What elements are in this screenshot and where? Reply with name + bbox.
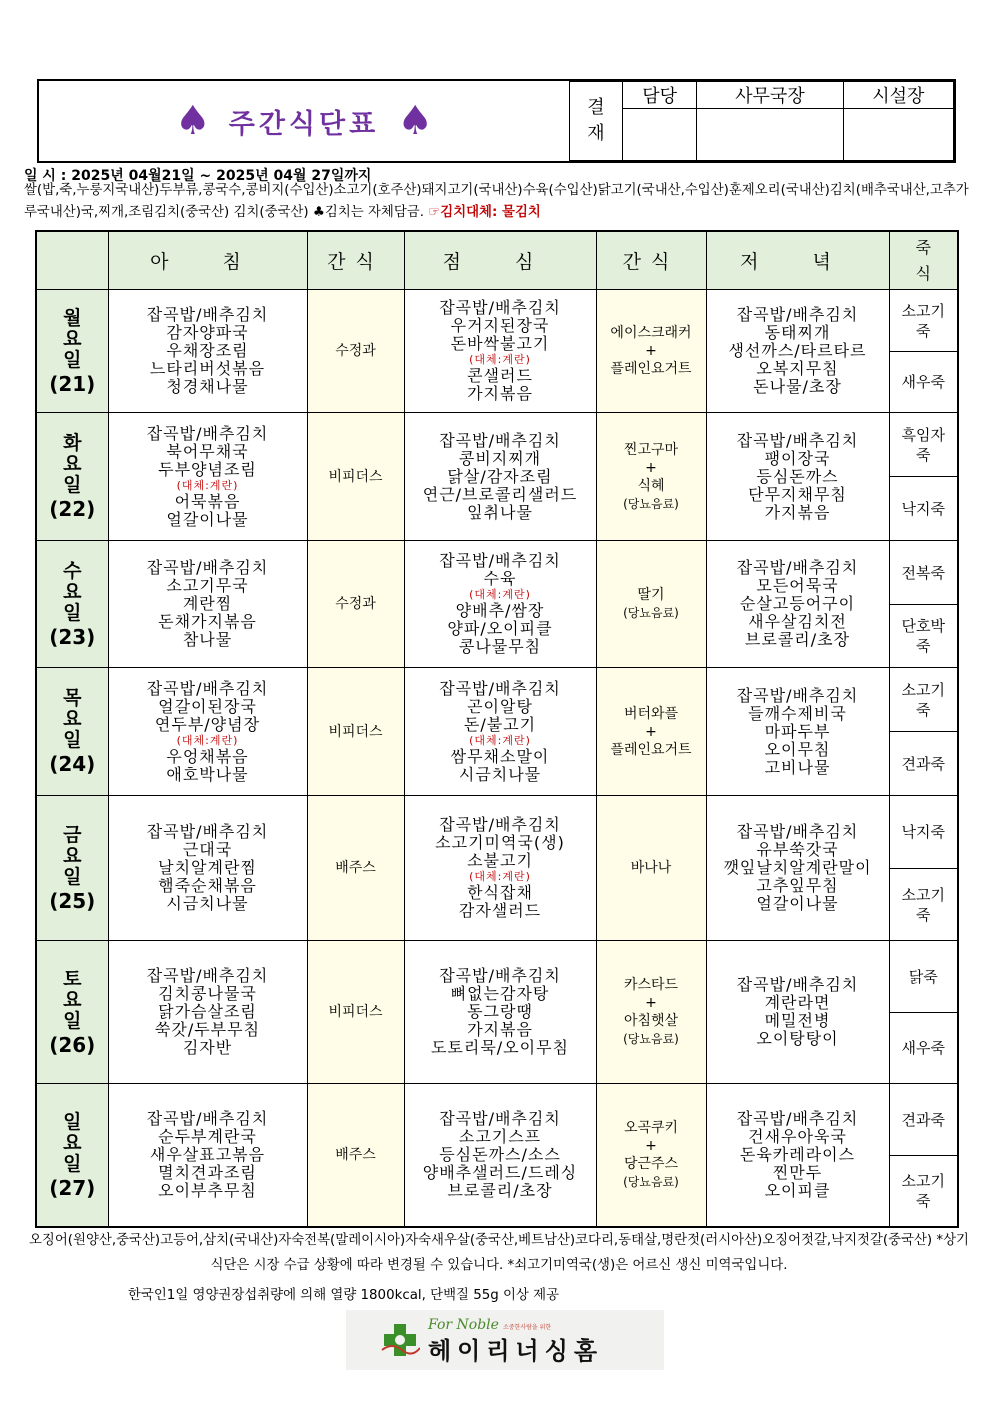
porridge-cell bbox=[889, 1084, 958, 1156]
day-label bbox=[36, 796, 108, 941]
snack1-cell: 배주스 bbox=[307, 1084, 404, 1228]
day-number: (25) bbox=[49, 888, 96, 913]
approval-label: 결재 bbox=[570, 82, 623, 161]
menu-item: 우채장조림 bbox=[166, 341, 249, 360]
menu-item: 오곡쿠키 bbox=[623, 1120, 679, 1136]
menu-item: 잡곡밥/배추김치 bbox=[146, 305, 269, 324]
porridge-item: 낙지죽 bbox=[901, 823, 945, 841]
menu-item: 등심돈까스/소스 bbox=[439, 1145, 561, 1164]
porridge-item: 소고기죽 bbox=[901, 680, 945, 719]
porridge-item: 닭죽 bbox=[908, 967, 938, 986]
table-row bbox=[36, 668, 958, 732]
approver-manager: 담당 bbox=[623, 82, 697, 109]
breakfast-cell bbox=[108, 413, 307, 541]
menu-item: (당뇨음료) bbox=[623, 1032, 679, 1046]
menu-item: 돈나물/초장 bbox=[753, 377, 842, 396]
lunch-cell bbox=[404, 413, 596, 541]
menu-item: 순두부계란국 bbox=[158, 1127, 257, 1146]
menu-item: 가지볶음 bbox=[467, 384, 533, 403]
table-row bbox=[36, 541, 958, 605]
lunch-cell bbox=[404, 668, 596, 796]
day-number: (22) bbox=[49, 497, 96, 521]
day-label bbox=[36, 541, 108, 668]
menu-item: 오이탕탕이 bbox=[756, 1029, 839, 1048]
menu-item: 애호박나물 bbox=[166, 764, 249, 784]
period-text: 일 시 : 2025년 04월21일 ~ 2025년 04월 27일까지 bbox=[24, 168, 372, 184]
menu-item: 동그랑땡 bbox=[467, 1002, 533, 1021]
porridge-item: 새우죽 bbox=[901, 1039, 945, 1057]
porridge-item: 소고기죽 bbox=[901, 1172, 945, 1210]
menu-item: 잡곡밥/배추김치 bbox=[146, 558, 269, 577]
cross-logo-icon bbox=[380, 1320, 420, 1360]
breakfast-cell bbox=[108, 290, 307, 413]
menu-item: 북어무채국 bbox=[166, 441, 249, 461]
menu-item: 잎취나물 bbox=[467, 502, 533, 522]
menu-item: 돈바싹불고기 bbox=[450, 334, 550, 353]
menu-item: 찐만두 bbox=[772, 1163, 823, 1182]
menu-item: 근대국 bbox=[182, 840, 233, 859]
menu-item: 감자양파국 bbox=[166, 323, 249, 342]
menu-item: 버터와플 bbox=[623, 705, 679, 722]
menu-item: 팽이장국 bbox=[764, 448, 831, 468]
menu-item: 잡곡밥/배추김치 bbox=[439, 1109, 561, 1128]
menu-item: 날치알계란찜 bbox=[158, 858, 257, 877]
menu-item: 얼갈이나물 bbox=[166, 509, 249, 529]
menu-item: 잡곡밥/배추김치 bbox=[736, 685, 859, 705]
menu-item: 연두부/양념장 bbox=[154, 714, 261, 734]
menu-item: 순살고등어구이 bbox=[739, 594, 856, 613]
porridge-cell bbox=[889, 796, 958, 869]
menu-item: 잡곡밥/배추김치 bbox=[146, 678, 269, 698]
menu-item: 우거지된장국 bbox=[450, 316, 550, 335]
porridge-item: 전복죽 bbox=[901, 563, 945, 582]
snack1-cell: 비피더스 bbox=[307, 413, 404, 541]
day-number: (21) bbox=[49, 371, 96, 396]
day-name: 수요일 bbox=[63, 559, 82, 624]
menu-item: 고비나물 bbox=[764, 757, 831, 777]
menu-item: 뼈없는감자탕 bbox=[450, 984, 550, 1003]
menu-item: 김치콩나물국 bbox=[158, 984, 257, 1003]
menu-item: 오이부추무침 bbox=[158, 1181, 257, 1200]
menu-item: 식혜 bbox=[637, 477, 665, 494]
header-day bbox=[36, 231, 108, 290]
header-snack-2: 간식 bbox=[596, 231, 706, 290]
menu-item: 잡곡밥/배추김치 bbox=[439, 815, 561, 834]
porridge-cell bbox=[889, 732, 958, 796]
day-name: 금요일 bbox=[63, 823, 82, 888]
signature-box[interactable] bbox=[843, 109, 953, 161]
menu-item: 잡곡밥/배추김치 bbox=[736, 430, 859, 450]
menu-item: 단무지채무침 bbox=[748, 484, 847, 504]
day-number: (23) bbox=[49, 624, 96, 649]
breakfast-cell bbox=[108, 796, 307, 941]
dinner-cell bbox=[706, 941, 889, 1084]
menu-item: 얼갈이나물 bbox=[756, 894, 839, 913]
menu-item: (당뇨음료) bbox=[623, 606, 679, 620]
menu-item: 양파/오이피클 bbox=[447, 619, 553, 638]
snack2-cell bbox=[596, 1084, 706, 1228]
day-name: 화요일 bbox=[63, 432, 82, 496]
title-area bbox=[39, 81, 569, 161]
snack1-cell: 비피더스 bbox=[307, 668, 404, 796]
menu-item: 잡곡밥/배추김치 bbox=[146, 1109, 269, 1128]
menu-item: + bbox=[645, 459, 657, 476]
porridge-cell bbox=[889, 605, 958, 668]
spade-icon: ♠ bbox=[174, 98, 211, 144]
snack1-cell: 비피더스 bbox=[307, 941, 404, 1084]
menu-item: 모든어묵국 bbox=[756, 576, 839, 595]
signature-box[interactable] bbox=[623, 109, 697, 161]
porridge-cell bbox=[889, 290, 958, 352]
logo-korean: 헤이리너싱홈 bbox=[428, 1337, 604, 1365]
menu-item: 생선까스/타르타르 bbox=[728, 341, 867, 360]
menu-item: 잡곡밥/배추김치 bbox=[736, 822, 859, 841]
menu-item: 잡곡밥/배추김치 bbox=[736, 305, 859, 324]
logo-text bbox=[428, 1314, 603, 1366]
menu-item: (대체:계란) bbox=[469, 733, 531, 747]
porridge-cell bbox=[889, 1156, 958, 1228]
porridge-item: 낙지죽 bbox=[901, 499, 945, 518]
menu-item: 돈/불고기 bbox=[463, 714, 537, 734]
menu-item: 오이무침 bbox=[764, 739, 831, 759]
menu-item: (당뇨음료) bbox=[623, 496, 679, 511]
header-snack-1: 간식 bbox=[307, 231, 404, 290]
spade-icon: ♠ bbox=[397, 98, 434, 144]
menu-item: 쌈무채소말이 bbox=[450, 746, 550, 766]
menu-item: 마파두부 bbox=[764, 721, 831, 741]
menu-item: 곤이알탕 bbox=[467, 696, 533, 716]
menu-item: 소고기무국 bbox=[166, 576, 249, 595]
porridge-cell bbox=[889, 352, 958, 413]
menu-item: 잡곡밥/배추김치 bbox=[439, 551, 561, 570]
dinner-cell bbox=[706, 796, 889, 941]
menu-item: 잡곡밥/배추김치 bbox=[146, 966, 269, 985]
menu-item: 두부양념조림 bbox=[158, 459, 257, 479]
porridge-cell bbox=[889, 541, 958, 605]
menu-item: 콩비지찌개 bbox=[458, 448, 542, 468]
porridge-cell bbox=[889, 413, 958, 477]
header-lunch: 점 심 bbox=[404, 231, 596, 290]
snack1-cell: 수정과 bbox=[307, 541, 404, 668]
menu-item: 새우살표고볶음 bbox=[149, 1145, 266, 1164]
menu-item: 콩나물무침 bbox=[458, 637, 542, 656]
snack1-cell: 배주스 bbox=[307, 796, 404, 941]
menu-item: 닭가슴살조림 bbox=[158, 1002, 257, 1021]
lunch-cell bbox=[404, 796, 596, 941]
menu-item: 쑥갓/두부무침 bbox=[154, 1020, 261, 1039]
menu-item: 도토리묵/오이무침 bbox=[430, 1038, 570, 1057]
dinner-cell bbox=[706, 668, 889, 796]
day-number: (27) bbox=[49, 1175, 96, 1200]
kimchi-substitute: ☞김치대체: 물김치 bbox=[428, 205, 541, 220]
menu-item: (당뇨음료) bbox=[623, 1175, 679, 1189]
snack2-cell bbox=[596, 413, 706, 541]
day-label bbox=[36, 668, 108, 796]
menu-item: 수육 bbox=[483, 569, 517, 588]
footer-notes: 오징어(원양산,중국산)고등어,삼치(국내산)자숙전복(말레이시아)자숙새우살(중국산,베트남산)코다리,동태살,명란젓(러시아산)오징어젓갈,낙지젓갈(중국산) *상기식단은 시장 수급 상황에 따라 변경될 수 있습니다. *쇠고기미역국(생)은 어르신 생신 미역국입니다. bbox=[29, 1233, 969, 1273]
day-label bbox=[36, 413, 108, 541]
menu-item: 소고기미역국(생) bbox=[435, 833, 565, 852]
menu-item: 계란라면 bbox=[764, 993, 831, 1012]
menu-item: 잡곡밥/배추김치 bbox=[439, 430, 561, 450]
menu-item: 느타리버섯볶음 bbox=[149, 359, 266, 378]
porridge-cell bbox=[889, 1013, 958, 1084]
breakfast-cell bbox=[108, 1084, 307, 1228]
logo-english: For Noble bbox=[428, 1317, 499, 1333]
menu-item: 청경채나물 bbox=[166, 377, 249, 396]
lunch-cell bbox=[404, 941, 596, 1084]
nutrition-note: 한국인1일 영양권장섭취량에 의해 열량 1800kcal, 단백질 55g 이상 제공 bbox=[128, 1288, 559, 1303]
menu-item: 잡곡밥/배추김치 bbox=[439, 966, 561, 985]
header-breakfast: 아 침 bbox=[108, 231, 307, 290]
menu-item: 동태찌개 bbox=[764, 323, 831, 342]
breakfast-cell bbox=[108, 941, 307, 1084]
snack2-cell bbox=[596, 668, 706, 796]
dinner-cell bbox=[706, 290, 889, 413]
page-title: 주간식단표 bbox=[228, 108, 380, 140]
menu-item: (대체:계란) bbox=[469, 870, 531, 883]
porridge-item: 흑임자죽 bbox=[901, 425, 945, 464]
porridge-item: 소고기죽 bbox=[901, 885, 945, 924]
signature-box[interactable] bbox=[697, 109, 843, 161]
menu-item: 어묵볶음 bbox=[174, 491, 241, 511]
menu-item: 오복지무침 bbox=[756, 359, 839, 378]
header-box bbox=[37, 79, 956, 163]
menu-item: 잡곡밥/배추김치 bbox=[439, 678, 561, 698]
menu-item: 가지볶음 bbox=[467, 1020, 533, 1039]
logo-tagline: 소중한사람을 위한 bbox=[502, 1324, 552, 1331]
facility-logo bbox=[346, 1310, 664, 1370]
lunch-cell bbox=[404, 1084, 596, 1228]
menu-item: 소고기스프 bbox=[458, 1127, 542, 1146]
menu-item: 잡곡밥/배추김치 bbox=[146, 423, 269, 443]
menu-item: 잡곡밥/배추김치 bbox=[439, 298, 561, 317]
menu-item: 들깨수제비국 bbox=[748, 703, 847, 723]
menu-item: 바나나 bbox=[630, 860, 672, 876]
day-label bbox=[36, 1084, 108, 1228]
porridge-item: 소고기죽 bbox=[901, 301, 945, 340]
porridge-item: 견과죽 bbox=[901, 754, 945, 773]
lunch-cell bbox=[404, 541, 596, 668]
porridge-cell bbox=[889, 869, 958, 941]
menu-item: 브로콜리/초장 bbox=[447, 1181, 553, 1200]
table-row bbox=[36, 796, 958, 869]
day-label bbox=[36, 290, 108, 413]
menu-item: 등심돈까스 bbox=[756, 466, 839, 486]
menu-item: + bbox=[645, 1138, 657, 1154]
snack2-cell bbox=[596, 941, 706, 1084]
menu-item: (대체:계란) bbox=[176, 478, 239, 492]
menu-item: 잡곡밥/배추김치 bbox=[736, 558, 859, 577]
menu-item: 플레인요거트 bbox=[610, 741, 692, 758]
menu-item: 얼갈이된장국 bbox=[158, 696, 257, 716]
menu-item: 김자반 bbox=[182, 1038, 233, 1057]
menu-body bbox=[36, 290, 958, 1228]
porridge-item: 견과죽 bbox=[901, 1110, 945, 1129]
day-name: 토요일 bbox=[63, 967, 82, 1032]
menu-item: 연근/브로콜리샐러드 bbox=[422, 484, 578, 504]
menu-item: 당근주스 bbox=[623, 1156, 679, 1172]
menu-item: 새우살김치전 bbox=[748, 612, 847, 631]
snack2-cell bbox=[596, 796, 706, 941]
menu-item: 햄죽순채볶음 bbox=[158, 876, 257, 895]
menu-item: + bbox=[645, 995, 657, 1011]
menu-item: 잡곡밥/배추김치 bbox=[736, 1109, 859, 1128]
menu-item: (대체:계란) bbox=[469, 353, 531, 366]
table-header-row bbox=[36, 231, 958, 290]
menu-item: 아침햇살 bbox=[623, 1013, 679, 1029]
breakfast-cell bbox=[108, 668, 307, 796]
menu-item: 양배추샐러드/드레싱 bbox=[422, 1163, 578, 1182]
table-row bbox=[36, 290, 958, 352]
menu-item: 잡곡밥/배추김치 bbox=[146, 822, 269, 841]
menu-item: 시금치나물 bbox=[458, 764, 542, 784]
header-dinner: 저 녁 bbox=[706, 231, 889, 290]
menu-item: 콘샐러드 bbox=[467, 366, 533, 385]
menu-table bbox=[35, 230, 959, 1228]
dinner-cell bbox=[706, 541, 889, 668]
menu-item: (대체:계란) bbox=[469, 588, 531, 601]
menu-item: 유부쑥갓국 bbox=[756, 840, 839, 859]
menu-item: 닭살/감자조림 bbox=[447, 466, 553, 486]
approver-office-chief: 사무국장 bbox=[697, 82, 843, 109]
menu-item: 찐고구마 bbox=[623, 441, 679, 458]
porridge-cell bbox=[889, 941, 958, 1013]
porridge-cell bbox=[889, 477, 958, 541]
day-label bbox=[36, 941, 108, 1084]
day-name: 일요일 bbox=[63, 1110, 82, 1175]
dinner-cell bbox=[706, 413, 889, 541]
menu-item: 잡곡밥/배추김치 bbox=[736, 975, 859, 994]
header-porridge: 죽식 bbox=[889, 231, 958, 290]
menu-item: 딸기 bbox=[637, 587, 665, 603]
menu-item: 돈육카레라이스 bbox=[739, 1145, 856, 1164]
menu-item: 건새우아욱국 bbox=[748, 1127, 847, 1146]
breakfast-cell bbox=[108, 541, 307, 668]
porridge-item: 단호박죽 bbox=[901, 617, 945, 655]
porridge-item: 새우죽 bbox=[901, 373, 945, 391]
menu-item: 참나물 bbox=[182, 630, 233, 649]
menu-item: 브로콜리/초장 bbox=[744, 630, 851, 649]
snack1-cell: 수정과 bbox=[307, 290, 404, 413]
approver-director: 시설장 bbox=[843, 82, 953, 109]
table-row bbox=[36, 413, 958, 477]
approval-box bbox=[569, 81, 954, 161]
day-number: (26) bbox=[49, 1032, 96, 1057]
origin-text bbox=[24, 180, 970, 224]
day-name: 월요일 bbox=[63, 306, 82, 371]
menu-item: 깻잎날치알계란말이 bbox=[723, 858, 872, 877]
menu-item: 한식잡채 bbox=[467, 883, 533, 902]
menu-item: 플레인요거트 bbox=[610, 361, 692, 377]
dinner-cell bbox=[706, 1084, 889, 1228]
table-row bbox=[36, 1084, 958, 1156]
menu-item: 시금치나물 bbox=[166, 894, 249, 913]
menu-item: 고추잎무침 bbox=[756, 876, 839, 895]
menu-item: 가지볶음 bbox=[764, 502, 831, 522]
lunch-cell bbox=[404, 290, 596, 413]
menu-item: 카스타드 bbox=[623, 977, 679, 993]
menu-item: + bbox=[645, 723, 657, 740]
snack2-cell bbox=[596, 290, 706, 413]
menu-item: 소불고기 bbox=[467, 851, 533, 870]
menu-item: 계란찜 bbox=[182, 594, 233, 613]
menu-item: 양배추/쌈장 bbox=[455, 601, 545, 620]
menu-item: 감자샐러드 bbox=[458, 901, 542, 920]
menu-item: 돈채가지볶음 bbox=[158, 612, 257, 631]
origin-list: 쌀(밥,죽,누룽지국내산)두부류,콩국수,콩비지(수입산)소고기(호주산)돼지고기(국내산)수육(수입산)닭고기(국내산,수입산)훈제오리(국내산)김치(배추국내산,고추가루국내산)국,찌개,조림김치(중국산) 김치(중국산) ♣김치는 자체담금. bbox=[24, 183, 969, 220]
menu-item: 메밀전병 bbox=[764, 1011, 831, 1030]
menu-item: (대체:계란) bbox=[176, 733, 239, 747]
menu-item: 멸치견과조림 bbox=[158, 1163, 257, 1182]
day-number: (24) bbox=[49, 752, 96, 776]
snack2-cell bbox=[596, 541, 706, 668]
table-row bbox=[36, 941, 958, 1013]
menu-item: 오이피클 bbox=[764, 1181, 831, 1200]
menu-item: 에이스크래커 bbox=[610, 325, 692, 341]
menu-item: 우엉채볶음 bbox=[166, 746, 249, 766]
porridge-cell bbox=[889, 668, 958, 732]
day-name: 목요일 bbox=[63, 687, 82, 751]
menu-item: + bbox=[645, 343, 657, 359]
